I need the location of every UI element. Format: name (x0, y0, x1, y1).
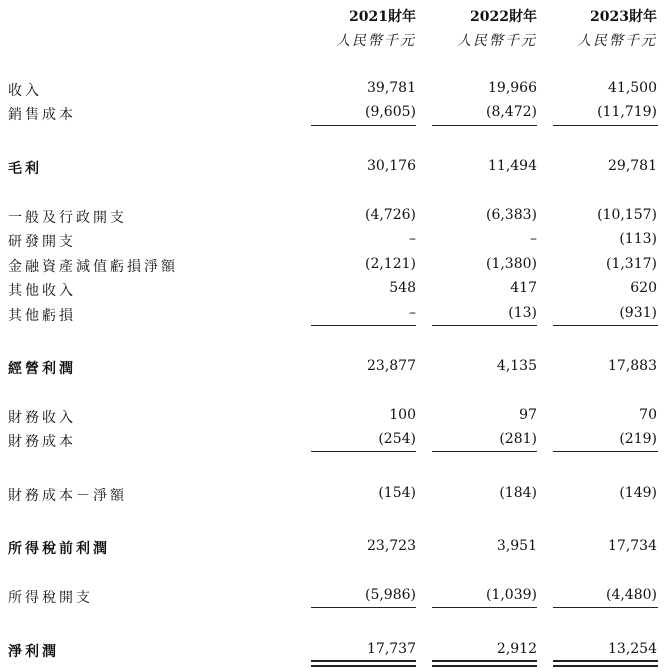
subtotal-rule (432, 325, 537, 326)
total-double-rule (432, 665, 537, 667)
value-admin-expenses-2023: (10,157) (597, 207, 657, 223)
value-other-income-2022: 417 (510, 280, 537, 296)
row-label-finance-costs: 財務成本 (8, 434, 76, 450)
value-income-tax-2022: (1,039) (485, 587, 537, 603)
value-other-income-2023: 620 (630, 280, 657, 296)
row-label-cost-of-sales: 銷售成本 (8, 107, 76, 123)
col-header-2023: 2023財年 (590, 9, 657, 25)
value-net-finance-costs-2021: (154) (378, 485, 416, 501)
col-unit-2023: 人民幣千元 (577, 33, 657, 49)
value-rd-expenses-2023: (113) (619, 231, 657, 247)
value-operating-profit-2021: 23,877 (367, 358, 416, 374)
value-impairment-losses-2021: (2,121) (364, 256, 416, 272)
value-gross-profit-2023: 29,781 (608, 158, 657, 174)
value-impairment-losses-2023: (1,317) (605, 256, 657, 272)
value-admin-expenses-2022: (6,383) (485, 207, 537, 223)
row-label-finance-income: 財務收入 (8, 410, 76, 426)
value-net-profit-2023: 13,254 (608, 641, 657, 657)
value-profit-before-tax-2021: 23,723 (367, 538, 416, 554)
subtotal-rule (311, 325, 416, 326)
row-label-other-income: 其他收入 (8, 283, 76, 299)
value-revenue-2021: 39,781 (367, 80, 416, 96)
row-label-rd-expenses: 研發開支 (8, 234, 76, 250)
value-revenue-2022: 19,966 (488, 80, 537, 96)
row-label-impairment-losses: 金融資產減值虧損淨額 (8, 259, 178, 275)
col-header-2022: 2022財年 (470, 9, 537, 25)
value-rd-expenses-2021: – (409, 231, 416, 247)
value-rd-expenses-2022: – (530, 231, 537, 247)
row-label-net-finance-costs: 財務成本－淨額 (8, 488, 127, 504)
value-other-losses-2023: (931) (619, 305, 657, 321)
value-profit-before-tax-2023: 17,734 (608, 538, 657, 554)
subtotal-rule (311, 125, 416, 126)
value-operating-profit-2023: 17,883 (608, 358, 657, 374)
row-label-profit-before-tax: 所得稅前利潤 (8, 541, 110, 557)
value-finance-costs-2022: (281) (499, 431, 537, 447)
subtotal-rule (553, 451, 658, 452)
value-gross-profit-2021: 30,176 (367, 158, 416, 174)
row-label-revenue: 收入 (8, 83, 42, 99)
value-other-losses-2021: – (409, 305, 416, 321)
subtotal-rule (553, 607, 658, 608)
subtotal-rule (432, 451, 537, 452)
value-cost-of-sales-2021: (9,605) (364, 104, 416, 120)
value-income-tax-2023: (4,480) (605, 587, 657, 603)
value-cost-of-sales-2023: (11,719) (597, 104, 657, 120)
total-double-rule (311, 665, 416, 667)
value-net-finance-costs-2023: (149) (619, 485, 657, 501)
row-label-operating-profit: 經營利潤 (8, 361, 76, 377)
value-other-income-2021: 548 (389, 280, 416, 296)
value-admin-expenses-2021: (4,726) (364, 207, 416, 223)
value-finance-income-2022: 97 (519, 407, 537, 423)
total-double-rule (553, 660, 658, 662)
row-label-other-losses: 其他虧損 (8, 308, 76, 324)
subtotal-rule (311, 607, 416, 608)
value-gross-profit-2022: 11,494 (488, 158, 537, 174)
total-double-rule (311, 660, 416, 662)
row-label-admin-expenses: 一般及行政開支 (8, 210, 127, 226)
subtotal-rule (311, 451, 416, 452)
subtotal-rule (553, 325, 658, 326)
value-finance-income-2021: 100 (389, 407, 416, 423)
value-finance-income-2023: 70 (639, 407, 657, 423)
value-other-losses-2022: (13) (508, 305, 537, 321)
col-header-2021: 2021財年 (349, 9, 416, 25)
value-cost-of-sales-2022: (8,472) (485, 104, 537, 120)
total-double-rule (432, 660, 537, 662)
col-unit-2022: 人民幣千元 (457, 33, 537, 49)
value-net-finance-costs-2022: (184) (499, 485, 537, 501)
value-finance-costs-2021: (254) (378, 431, 416, 447)
value-finance-costs-2023: (219) (619, 431, 657, 447)
row-label-income-tax: 所得稅開支 (8, 590, 93, 606)
row-label-net-profit: 淨利潤 (8, 644, 59, 660)
value-revenue-2023: 41,500 (608, 80, 657, 96)
total-double-rule (553, 665, 658, 667)
subtotal-rule (432, 125, 537, 126)
subtotal-rule (432, 607, 537, 608)
value-net-profit-2021: 17,737 (367, 641, 416, 657)
value-income-tax-2021: (5,986) (364, 587, 416, 603)
row-label-gross-profit: 毛利 (8, 161, 42, 177)
subtotal-rule (553, 125, 658, 126)
value-profit-before-tax-2022: 3,951 (496, 538, 537, 554)
value-impairment-losses-2022: (1,380) (485, 256, 537, 272)
col-unit-2021: 人民幣千元 (336, 33, 416, 49)
value-operating-profit-2022: 4,135 (496, 358, 537, 374)
value-net-profit-2022: 2,912 (496, 641, 537, 657)
